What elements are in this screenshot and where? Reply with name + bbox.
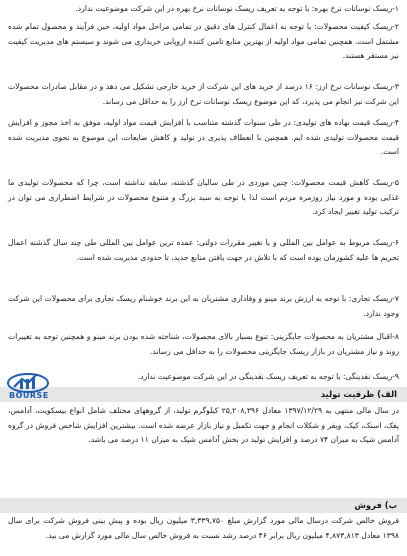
bourse-logo-icon [6,371,50,393]
risk-item-8: ۸-اقبال مشتریان به محصولات جایگزینی: تنوع بسیار بالای محصولات، شناخته شده بودن برند مینو و همچنین توجه به تغییرات روند و نیاز مشتریان در بازار ریسک جایگزینی محصولات را به حداقل می رساند. [8,332,399,356]
bourse-logo [6,371,50,405]
risk-item-4: ۴-ریسک قیمت نهاده های تولیدی: در طی سنوات گذشته متناسب با افزایش قیمت مواد اولیه، موفق به اخذ مجوز و افزایش قیمت محصولات تولیدی شده ایم. همچنین با انعطاف پذیری در تولید و کاهش ضایعات، این موضوع به نحوی مدیریت شده است. [8,118,399,157]
section-alef-heading: الف) ظرفیت تولید [320,389,397,399]
risk-item-5: ۵-ریسک کاهش قیمت محصولات: چنین موردی در طی سالیان گذشته، سابقه نداشته است، چرا که محصولات تولیدی ما غذایی بوده و مورد نیاز روزمره مردم است لذا با توجه به سبد بزرگ و متنوع محصولات در شرایط اضطراری می توان در ترکیب تولید تغییر ایجاد کرد. [8,178,399,217]
risk-item-6: ۶-ریسک مربوط به عوامل بین المللی و یا تغییر مقررات دولتی: عمده ترین عوامل بین المللی طی چند سال گذشته اعمال تحریم ها علیه کشورمان بوده است که با تلاش در جهت یافتن منابع جدید، تا حدودی مدیریت شده است. [8,238,399,262]
section-be-heading: ب) فروش [354,500,397,510]
risk-item-1: ۱-ریسک نوسانات نرخ بهره: با توجه به تعریف ریسک نوسانات نرخ بهره در این شرکت موضوعیت ندارد. [75,4,399,13]
section-be-body: فروش خالص شرکت درسال مالی مورد گزارش مبلغ ۳,۳۳۹,۷۵۰ میلیون ریال بوده و پیش بینی فروش شرکت برای سال ۱۳۹۸ معادل ۴,۸۷۳,۸۱۳ میلیون ریال برابر ۴۶ درصد رشد نسبت به فروش خالص سال مالی مورد گزارش می بید. [8,516,399,540]
risk-item-2: ۲-ریسک کیفیت محصولات: با توجه به اعمال کنترل های دقیق در تمامی مراحل مواد اولیه، حین فرآیند و محصول تمام شده مشتمل است. همچنین تمامی مواد اولیه از بهترین منابع تامین کننده اروپایی خریداری می شوند و سیستم های مدیریت کیفیت نیز مستقر هستند. [8,22,399,61]
risk-item-7: ۷-ریسک تجاری: با توجه به ارزش برند مینو و وفاداری مشتریان به این برند خوشنام ریسک تجاری برای محصولات این شرکت وجود ندارد. [8,294,399,318]
bourse-logo-text: BOURSE [9,391,49,400]
risk-item-9: ۹-ریسک نقدینگی: با توجه به تعریف ریسک نقدینگی در این شرکت موضوعیت ندارد. [137,372,399,381]
section-alef-body: در سال مالی منتهی به ۱۳۹۷/۱۲/۲۹ معادل ۲۵,۲۰۸,۳۹۶ کیلوگرم تولید، از گروههای مختلف شامل انواع بیسکویت، آدامس، پفک، اسنک، کیک، ویفر و شکلات انجام و جهت تکمیل و نیاز بازار عرضه شده است. بیشترین افزایش شاخص فروش در گروه آدامس شیک به میزان ۷۴ درصد و افزایش تولید در بخش آدامس شیک به میزان ۱۱ درصد می باشد. [8,406,399,445]
risk-item-3: ۳-ریسک نوسانات نرخ ارز: ۱۶ درصد از خرید های این شرکت از خرید خارجی تشکیل می دهد و در مقابل صادرات محصولات این شرکت نیز انجام می پذیرد، که این موضوع ریسک نوسانات نرخ ارز را به حداقل می رساند. [8,82,399,106]
